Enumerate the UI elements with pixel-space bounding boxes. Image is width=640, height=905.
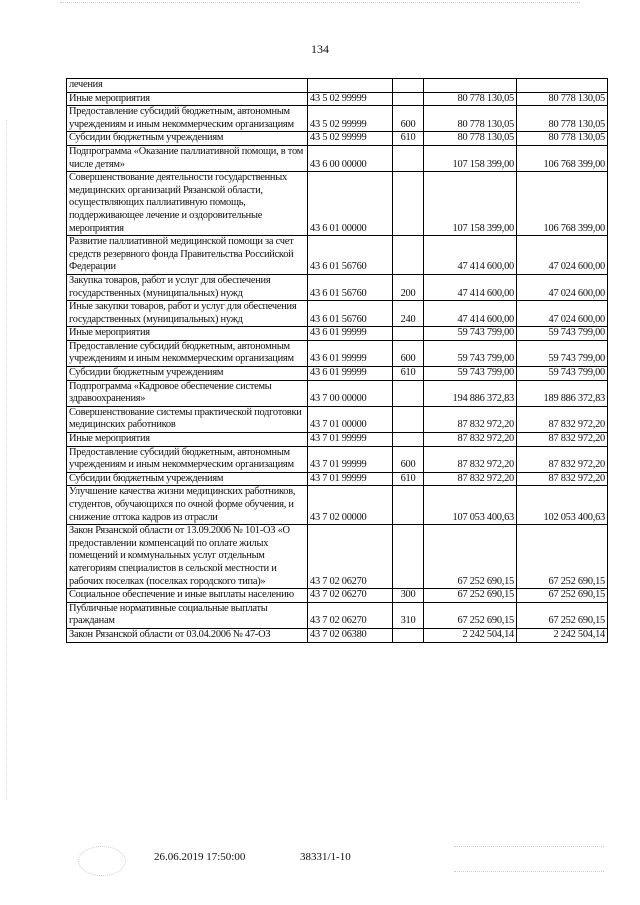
cell-vr: 300 (393, 589, 424, 603)
table-row (67, 602, 608, 628)
cell-vr: 610 (393, 472, 424, 486)
cell-code: 43 6 01 00000 (308, 172, 393, 236)
table-row (67, 172, 608, 236)
cell-sum-2020: 59 743 799,00 (517, 367, 608, 381)
cell-sum-2019: 67 252 690,15 (424, 525, 517, 589)
cell-sum-2019 (424, 79, 517, 93)
table-row (67, 236, 608, 275)
cell-sum-2019: 87 832 972,20 (424, 446, 517, 472)
cell-name: Предоставление субсидий бюджетным, автономным учреждениям и иным некоммерческим организациям (67, 446, 308, 472)
cell-sum-2020: 80 778 130,05 (517, 106, 608, 132)
cell-sum-2019: 87 832 972,20 (424, 472, 517, 486)
cell-code: 43 7 02 06270 (308, 602, 393, 628)
cell-vr: 600 (393, 106, 424, 132)
cell-sum-2019: 194 886 372,83 (424, 380, 517, 406)
cell-sum-2019: 107 158 399,00 (424, 145, 517, 171)
table-row (67, 327, 608, 341)
cell-sum-2020: 67 252 690,15 (517, 525, 608, 589)
table-row (67, 92, 608, 106)
cell-vr: 600 (393, 446, 424, 472)
left-margin-artifact (6, 120, 9, 800)
cell-name: Иные закупки товаров, работ и услуг для обеспечения государственных (муниципальных) нужд (67, 301, 308, 327)
cell-vr (393, 172, 424, 236)
table-row (67, 340, 608, 366)
cell-sum-2019: 80 778 130,05 (424, 106, 517, 132)
table-row (67, 472, 608, 486)
cell-sum-2020: 47 024 600,00 (517, 236, 608, 275)
cell-sum-2019: 59 743 799,00 (424, 367, 517, 381)
cell-name: лечения (67, 79, 308, 93)
cell-sum-2020: 87 832 972,20 (517, 433, 608, 447)
stamp-left-mark (78, 846, 126, 876)
cell-name: Социальное обеспечение и иные выплаты населению (67, 589, 308, 603)
cell-sum-2020: 189 886 372,83 (517, 380, 608, 406)
cell-vr (393, 433, 424, 447)
cell-sum-2019: 107 158 399,00 (424, 172, 517, 236)
cell-code: 43 5 02 99999 (308, 106, 393, 132)
cell-vr (393, 145, 424, 171)
cell-name: Иные мероприятия (67, 433, 308, 447)
table-row (67, 145, 608, 171)
cell-vr (393, 79, 424, 93)
cell-sum-2019: 67 252 690,15 (424, 589, 517, 603)
cell-sum-2019: 87 832 972,20 (424, 406, 517, 432)
table-row (67, 132, 608, 146)
cell-name: Предоставление субсидий бюджетным, автономным учреждениям и иным некоммерческим организациям (67, 340, 308, 366)
cell-name: Улучшение качества жизни медицинских работников, студентов, обучающихся по очной форме обучения, и снижение оттока кадров из отрасли (67, 486, 308, 525)
table-row (67, 106, 608, 132)
table-row (67, 628, 608, 642)
cell-name: Закон Рязанской области от 13.09.2006 № 101-ОЗ «О предоставлении компенсаций по оплате жилых помещений и коммунальных услуг отдельным категориям специалистов в сельской местности и рабочих поселках (поселках городского типа)» (67, 525, 308, 589)
cell-sum-2020: 2 242 504,14 (517, 628, 608, 642)
cell-code: 43 6 01 56760 (308, 301, 393, 327)
cell-vr (393, 327, 424, 341)
cell-sum-2020: 59 743 799,00 (517, 327, 608, 341)
cell-name: Совершенствование деятельности государственных медицинских организаций Рязанской области, осуществляющих паллиативную помощь, поддерживающее лечение и оздоровительные мероприятия (67, 172, 308, 236)
cell-sum-2019: 59 743 799,00 (424, 327, 517, 341)
cell-code: 43 6 01 99999 (308, 367, 393, 381)
cell-name: Иные мероприятия (67, 92, 308, 106)
cell-name: Подпрограмма «Оказание паллиативной помощи, в том числе детям» (67, 145, 308, 171)
cell-sum-2019: 107 053 400,63 (424, 486, 517, 525)
table-row (67, 446, 608, 472)
stamp-right-mark (454, 846, 604, 872)
cell-code: 43 7 02 00000 (308, 486, 393, 525)
footer-datetime: 26.06.2019 17:50:00 (154, 851, 246, 863)
cell-vr (393, 236, 424, 275)
cell-name: Закупка товаров, работ и услуг для обеспечения государственных (муниципальных) нужд (67, 274, 308, 300)
cell-sum-2020: 87 832 972,20 (517, 472, 608, 486)
table-row (67, 406, 608, 432)
cell-sum-2019: 47 414 600,00 (424, 301, 517, 327)
cell-sum-2020: 47 024 600,00 (517, 301, 608, 327)
cell-name: Иные мероприятия (67, 327, 308, 341)
cell-sum-2019: 80 778 130,05 (424, 92, 517, 106)
table-row (67, 380, 608, 406)
cell-vr (393, 628, 424, 642)
cell-sum-2020: 102 053 400,63 (517, 486, 608, 525)
cell-vr: 240 (393, 301, 424, 327)
cell-name: Публичные нормативные социальные выплаты гражданам (67, 602, 308, 628)
cell-code: 43 5 02 99999 (308, 132, 393, 146)
cell-vr: 200 (393, 274, 424, 300)
table-row (67, 367, 608, 381)
cell-sum-2020: 67 252 690,15 (517, 602, 608, 628)
cell-sum-2020: 106 768 399,00 (517, 172, 608, 236)
cell-sum-2020 (517, 79, 608, 93)
cell-vr: 600 (393, 340, 424, 366)
cell-vr: 310 (393, 602, 424, 628)
cell-code: 43 7 02 06270 (308, 589, 393, 603)
cell-sum-2020: 59 743 799,00 (517, 340, 608, 366)
cell-sum-2019: 87 832 972,20 (424, 433, 517, 447)
table-row (67, 301, 608, 327)
cell-name: Субсидии бюджетным учреждениям (67, 472, 308, 486)
budget-table (66, 78, 608, 643)
cell-name: Субсидии бюджетным учреждениям (67, 367, 308, 381)
cell-code: 43 7 02 06270 (308, 525, 393, 589)
cell-vr (393, 486, 424, 525)
table-row (67, 589, 608, 603)
cell-code: 43 7 01 99999 (308, 446, 393, 472)
cell-code: 43 6 01 56760 (308, 274, 393, 300)
cell-code: 43 5 02 99999 (308, 92, 393, 106)
table-row (67, 486, 608, 525)
cell-sum-2019: 80 778 130,05 (424, 132, 517, 146)
cell-sum-2019: 2 242 504,14 (424, 628, 517, 642)
cell-sum-2020: 87 832 972,20 (517, 406, 608, 432)
cell-sum-2020: 106 768 399,00 (517, 145, 608, 171)
cell-name: Развитие паллиативной медицинской помощи за счет средств резервного фонда Правительства Российской Федерации (67, 236, 308, 275)
budget-table-body (67, 79, 608, 643)
cell-code: 43 6 01 99999 (308, 340, 393, 366)
footer-doc-number: 38331/1-10 (300, 851, 351, 863)
table-row (67, 433, 608, 447)
cell-sum-2019: 59 743 799,00 (424, 340, 517, 366)
cell-sum-2019: 67 252 690,15 (424, 602, 517, 628)
cell-code: 43 6 01 56760 (308, 236, 393, 275)
cell-sum-2019: 47 414 600,00 (424, 236, 517, 275)
page-number: 134 (311, 42, 329, 56)
table-row (67, 525, 608, 589)
cell-name: Закон Рязанской области от 03.04.2006 № 47-ОЗ (67, 628, 308, 642)
cell-name: Субсидии бюджетным учреждениям (67, 132, 308, 146)
cell-code: 43 7 01 00000 (308, 406, 393, 432)
cell-sum-2020: 67 252 690,15 (517, 589, 608, 603)
cell-code: 43 6 01 99999 (308, 327, 393, 341)
cell-vr: 610 (393, 132, 424, 146)
cell-sum-2020: 80 778 130,05 (517, 92, 608, 106)
cell-name: Совершенствование системы практической подготовки медицинских работников (67, 406, 308, 432)
cell-code: 43 7 02 06380 (308, 628, 393, 642)
table-row (67, 274, 608, 300)
top-scan-artifact (60, 2, 580, 9)
cell-vr: 610 (393, 367, 424, 381)
cell-vr (393, 92, 424, 106)
cell-sum-2020: 47 024 600,00 (517, 274, 608, 300)
cell-sum-2020: 80 778 130,05 (517, 132, 608, 146)
cell-vr (393, 525, 424, 589)
cell-code: 43 7 01 99999 (308, 433, 393, 447)
cell-sum-2020: 87 832 972,20 (517, 446, 608, 472)
cell-vr (393, 380, 424, 406)
cell-code: 43 7 00 00000 (308, 380, 393, 406)
cell-code: 43 7 01 99999 (308, 472, 393, 486)
cell-sum-2019: 47 414 600,00 (424, 274, 517, 300)
cell-code (308, 79, 393, 93)
cell-vr (393, 406, 424, 432)
table-row (67, 79, 608, 93)
cell-name: Предоставление субсидий бюджетным, автономным учреждениям и иным некоммерческим организациям (67, 106, 308, 132)
cell-code: 43 6 00 00000 (308, 145, 393, 171)
cell-name: Подпрограмма «Кадровое обеспечение системы здравоохранения» (67, 380, 308, 406)
